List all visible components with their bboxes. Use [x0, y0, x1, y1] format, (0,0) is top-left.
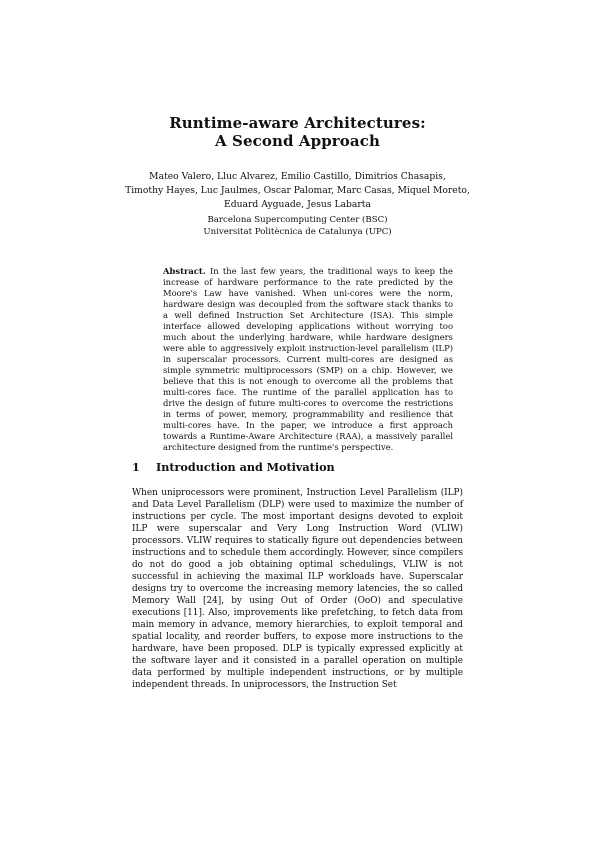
- abstract-label: Abstract.: [163, 266, 206, 276]
- affiliation-line-1: Barcelona Supercomputing Center (BSC): [207, 215, 388, 225]
- affiliation-line-2: Universitat Politècnica de Catalunya (UPC): [203, 226, 392, 237]
- authors-line-2: Timothy Hayes, Luc Jaulmes, Oscar Palomar, Marc Casas, Miquel Moreto,: [125, 185, 470, 196]
- section-number: 1: [132, 460, 140, 474]
- section-heading: [132, 460, 335, 474]
- abstract: [163, 266, 453, 453]
- affiliation-block: [90, 215, 505, 238]
- author-list: [90, 170, 505, 212]
- title-line-2: A Second Approach: [215, 132, 380, 150]
- authors-line-1: Mateo Valero, Lluc Alvarez, Emilio Castillo, Dimitrios Chasapis,: [149, 171, 446, 182]
- paper-title: [0, 114, 595, 150]
- authors-line-3: Eduard Ayguade, Jesus Labarta: [224, 199, 371, 210]
- abstract-text: In the last few years, the traditional ways to keep the increase of hardware performance to the rate predicted by the Moore's Law have vanished. When uni-cores were the norm, hardware design was decoupled from the software stack thanks to a well defined Instruction Set Architecture (ISA). This simple interface allowed developing applications without worrying too much about the underlying hardware, while hardware designers were able to aggressively exploit instruction-level parallelism (ILP) in superscalar processors. Current multi-cores are designed as simple symmetric multiprocessors (SMP) on a chip. However, we believe that this is not enough to overcome all the problems that multi-cores face. The runtime of the parallel application has to drive the design of future multi-cores to overcome the restrictions in terms of power, memory, programmability and resilience that multi-cores have. In the paper, we introduce a first approach towards a Runtime-Aware Architecture (RAA), a massively parallel architecture designed from the runtime's perspective.: [163, 266, 453, 452]
- title-line-1: Runtime-aware Architectures:: [169, 114, 426, 132]
- body-paragraph: When uniprocessors were prominent, Instruction Level Parallelism (ILP) and Data Level Parallelism (DLP) were used to maximize the number of instructions per cycle. The most important designs devoted to exploit ILP were superscalar and Very Long Instruction Word (VLIW) processors. VLIW requires to statically figure out dependencies between instructions and to schedule them accordingly. However, since compilers do not do good a job obtaining optimal schedulings, VLIW is not successful in achieving the maximal ILP workloads have. Superscalar designs try to overcome the increasing memory latencies, the so called Memory Wall [24], by using Out of Order (OoO) and speculative executions [11]. Also, improvements like prefetching, to fetch data from main memory in advance, memory hierarchies, to exploit temporal and spatial locality, and reorder buffers, to expose more instructions to the hardware, have been proposed. DLP is typically expressed explicitly at the software layer and it consisted in a parallel operation on multiple data performed by multiple independent instructions, or by multiple independent threads. In uniprocessors, the Instruction Set: [132, 488, 463, 690]
- section-title: Introduction and Motivation: [156, 460, 335, 474]
